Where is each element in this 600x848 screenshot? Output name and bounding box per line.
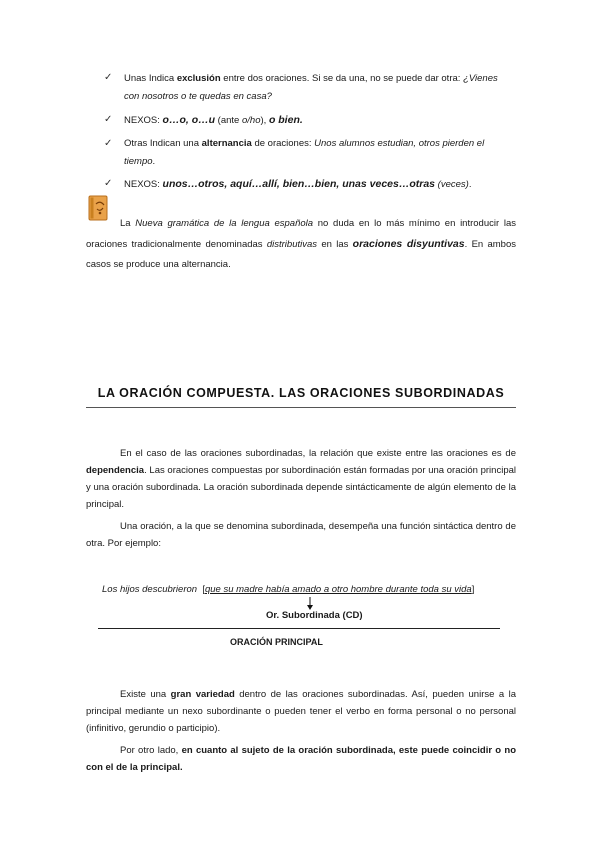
- bullet-nexos-distributivas: [124, 175, 524, 194]
- text-run: exclusión: [176, 73, 221, 84]
- paragraph-variedad: [86, 686, 516, 737]
- bullet-exclusion: [124, 70, 524, 106]
- bullet-line: [124, 135, 524, 153]
- arrow-down-icon: [305, 597, 315, 611]
- paragraph-funcion-sintactica: [86, 518, 516, 552]
- check-icon: ✓: [104, 114, 113, 125]
- text-run: oraciones disyuntivas: [352, 238, 465, 250]
- check-icon: ✓: [104, 72, 113, 83]
- note-paragraph: [86, 214, 516, 275]
- text-run: o bien.: [268, 114, 303, 126]
- subordinate-label: Or. Subordinada (CD): [266, 610, 363, 621]
- text-run: con nosotros o te quedas en casa?: [124, 91, 272, 102]
- text-run: no duda en lo más mínimo en introducir las oraciones tradicionalmente denominadas: [86, 218, 516, 250]
- main-clause: Los hijos descubrieron: [102, 584, 198, 595]
- text-run: En el caso de las oraciones subordinadas, la relación que existe entre las oraciones es de: [120, 448, 516, 459]
- text-run: entre dos oraciones. Si se da una, no se puede dar otra:: [220, 73, 464, 84]
- text-run: alternancia: [201, 138, 252, 149]
- principal-label: ORACIÓN PRINCIPAL: [230, 637, 323, 647]
- heading-divider: [86, 407, 516, 408]
- text-run: Una oración, a la que se denomina subordinada, desempeña una función sintáctica dentro de otra. Por ejemplo:: [86, 521, 516, 549]
- text-run: gran variedad: [170, 689, 235, 700]
- check-icon: ✓: [104, 138, 113, 149]
- text-run: de oraciones:: [251, 138, 315, 149]
- text-run: Otras Indican una: [124, 138, 202, 149]
- text-run: Nueva gramática de la lengua española: [135, 218, 314, 229]
- text-run: en las: [317, 239, 353, 250]
- bullet-line: [124, 111, 524, 130]
- text-run: (ante: [215, 115, 242, 126]
- bullet-line: [124, 70, 524, 88]
- bullet-line: [124, 175, 524, 194]
- text-run: Por otro lado,: [120, 745, 182, 756]
- paragraph-sujeto: [86, 742, 516, 776]
- bullet-line: [124, 88, 524, 106]
- text-run: . Las oraciones compuestas por subordinación están formadas por una oración principal y una oración subordinada. La oración subordinada depende sintácticamente de algún elemento de la principal.: [86, 465, 516, 510]
- text-run: en cuanto al sujeto de la oración subordinada, este puede coincidir o no con el de la principal.: [86, 745, 516, 773]
- section-title: LA ORACIÓN COMPUESTA. LAS ORACIONES SUBORDINADAS: [97, 386, 505, 400]
- bracket-open: [: [199, 584, 205, 595]
- text-run: La: [120, 218, 136, 229]
- text-run: .: [152, 156, 156, 167]
- text-run: ),: [260, 115, 269, 126]
- bullet-alternancia: [124, 135, 524, 171]
- text-run: o/ho: [241, 115, 261, 126]
- bracket-close: ]: [471, 584, 475, 595]
- text-run: . En ambos casos se produce una alternancia.: [86, 239, 517, 270]
- subordinate-clause: que su madre había amado a otro hombre durante toda su vida: [204, 584, 472, 595]
- example-sentence: [102, 584, 474, 595]
- text-run: ¿Vienes: [463, 73, 498, 84]
- text-run: unos…otros, aquí…allí, bien…bien, unas veces…otras: [162, 178, 436, 190]
- principal-underline: [98, 628, 500, 629]
- bullet-nexos-disyuntivas: [124, 111, 524, 130]
- text-run: dependencia: [86, 465, 145, 476]
- text-run: .: [468, 179, 472, 190]
- text-run: NEXOS:: [124, 115, 163, 126]
- text-run: distributivas: [266, 239, 318, 250]
- text-run: (veces): [435, 179, 469, 190]
- bullet-line: [124, 153, 524, 171]
- text-run: Existe una: [120, 689, 171, 700]
- text-run: NEXOS:: [124, 179, 163, 190]
- paragraph-dependencia: [86, 445, 516, 513]
- text-run: o…o, o…u: [162, 114, 216, 126]
- check-icon: ✓: [104, 178, 113, 189]
- text-run: Unas Indica: [124, 73, 177, 84]
- text-run: Unos alumnos estudian, otros pierden el: [314, 138, 485, 149]
- text-run: dentro de las oraciones subordinadas. Así, pueden unirse a la principal mediante un nexo subordinante o pueden tener el verbo en forma personal o no personal (infinitivo, gerundio o participio).: [86, 689, 516, 734]
- text-run: tiempo: [124, 156, 153, 167]
